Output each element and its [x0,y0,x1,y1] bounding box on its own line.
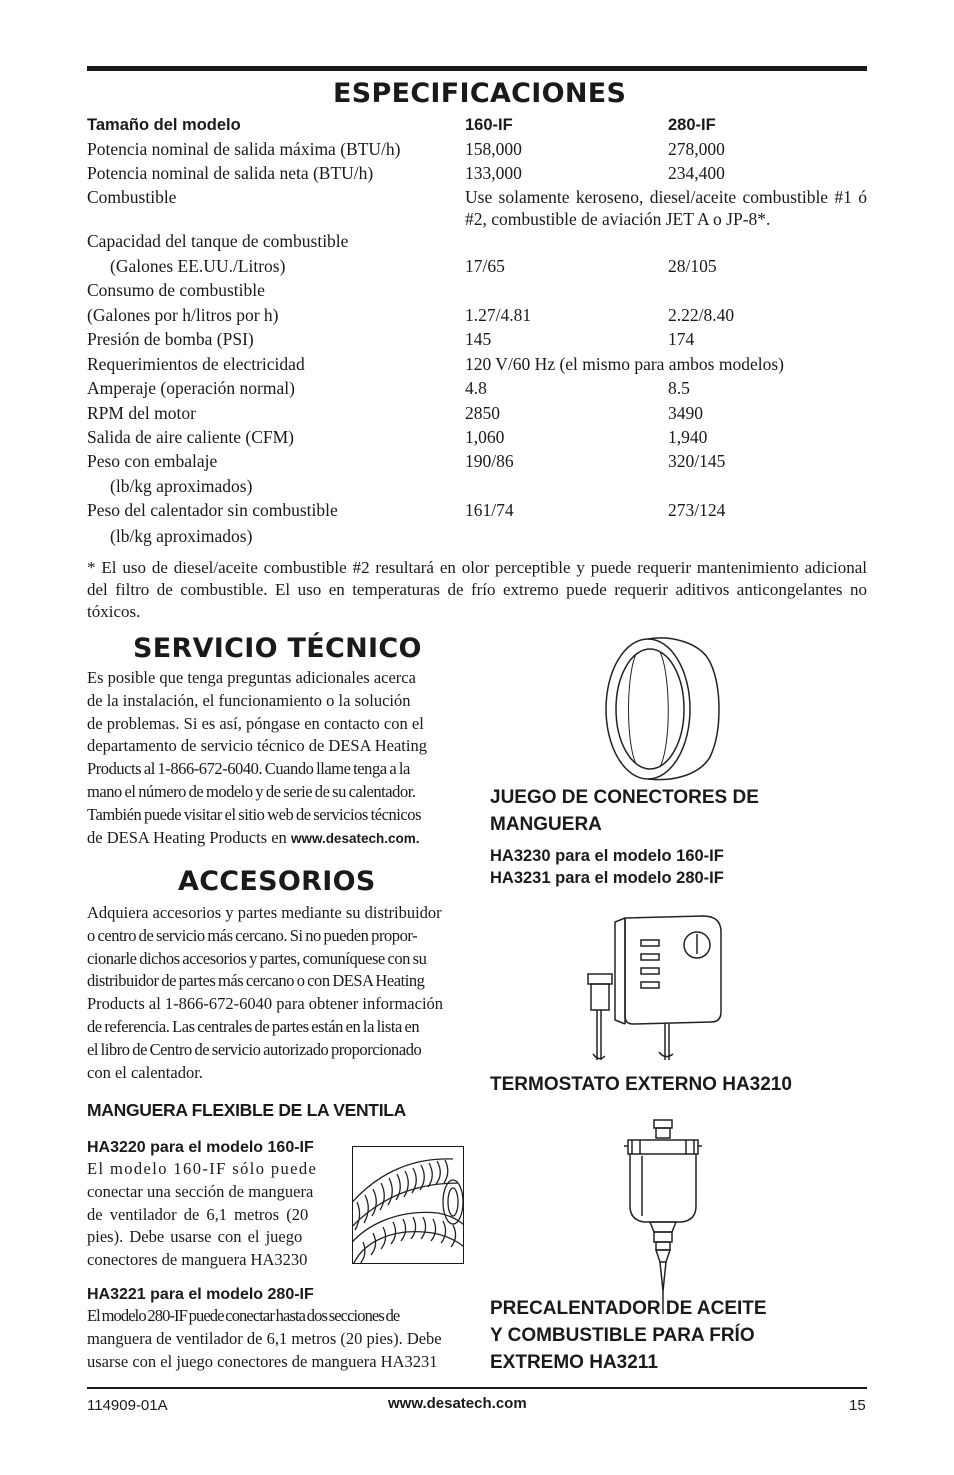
spec-label: Potencia nominal de salida neta (BTU/h) [87,163,374,183]
spec-label: Consumo de combustible [87,280,265,300]
service-title: SERVICIO TÉCNICO [133,633,422,664]
text-line: Products al 1-866-672-6040 para obtener información [87,994,444,1014]
text-line: de la instalación, el funcionamiento o la solución [87,690,411,710]
spec-row [87,353,867,377]
vent-hose-drawing [353,1147,464,1264]
spec-row [87,304,867,328]
connector-title-line-1: JUEGO DE CONECTORES DE [490,787,759,808]
text-line: conectar una sección de manguera [87,1181,314,1201]
thermostat-title: TERMOSTATO EXTERNO HA3210 [490,1074,792,1095]
accessories-title: ACCESORIOS [178,866,376,897]
connector-sub-280: HA3231 para el modelo 280-IF [490,869,724,887]
text-line: El modelo 280-IF puede conectar hasta dos secciones de [87,1306,400,1325]
text-line: Es posible que tenga preguntas adicionales acerca [87,668,416,687]
spec-value-280: 2.22/8.40 [668,305,735,325]
specs-header-row [87,114,867,138]
spec-value-160: 1,060 [465,427,505,447]
spec-row [87,402,867,426]
thermostat-drawing [585,912,727,1070]
spec-label: Peso con embalaje [87,451,218,471]
spec-value-280: 3490 [668,403,703,423]
spec-value-160: 17/65 [465,256,505,276]
spec-value-160: 1.27/4.81 [465,305,532,325]
spec-value-160: 2850 [465,403,500,423]
spec-row [87,255,867,279]
text-line: conectores de manguera HA3230 [87,1250,308,1270]
spec-value-280: 320/145 [668,451,726,471]
spec-value-280: 28/105 [668,256,717,276]
spec-label: Amperaje (operación normal) [87,378,295,398]
connector-sub-160: HA3230 para el modelo 160-IF [490,847,724,865]
text-line: el libro de Centro de servicio autorizado proporcionado [87,1039,422,1059]
header-model-280: 280-IF [668,116,716,134]
text-line: o centro de servicio más cercano. Si no pueden propor- [87,925,418,945]
text-line: mano el número de modelo y de serie de su calentador. [87,781,416,801]
text-line: usarse con el juego conectores de manguera HA3231 [87,1351,438,1371]
ha3220-paragraph [87,1158,347,1272]
text-line: Adquiera accesorios y partes mediante su distribuidor [87,903,442,922]
text-line: distribuidor de partes más cercano o con DESA Heating [87,971,425,991]
spec-row [87,475,867,499]
part-number: 114909-01A [87,1397,168,1414]
spec-row [87,230,867,254]
header-model-160: 160-IF [465,116,513,134]
spec-value-280: 278,000 [668,139,725,159]
footer-website[interactable]: www.desatech.com [388,1395,527,1412]
spec-label: (lb/kg aproximados) [110,526,253,546]
text-fragment: de DESA Heating Products en [87,827,287,847]
top-rule [87,66,867,71]
spec-label: Potencia nominal de salida máxima (BTU/h) [87,139,401,159]
preheater-image [620,1116,710,1316]
spec-row [87,138,867,162]
spec-row [87,525,867,549]
text-line: cionarle dichos accesorios y partes, comuníquese con su [87,948,427,968]
vent-hose-title: MANGUERA FLEXIBLE DE LA VENTILA [87,1100,406,1120]
spec-row [87,279,867,303]
spec-value-160: 158,000 [465,139,522,159]
spec-label: RPM del motor [87,403,196,423]
spec-row [87,499,867,523]
spec-value-280: 273/124 [668,500,726,520]
text-line: pies). Debe usarse con el juego [87,1227,303,1247]
page-number: 15 [849,1397,866,1414]
spec-row [87,450,867,474]
spec-label: (Galones EE.UU./Litros) [110,256,286,276]
spec-value-both: 120 V/60 Hz (el mismo para ambos modelos) [465,354,784,374]
text-line: manguera de ventilador de 6,1 metros (20 pies). Debe [87,1328,442,1348]
spec-value-280: 8.5 [668,378,690,398]
spec-label: Peso del calentador sin combustible [87,500,338,520]
spec-value-160: 161/74 [465,500,514,520]
specs-title: ESPECIFICACIONES [333,78,627,109]
spec-label: (lb/kg aproximados) [110,476,253,496]
spec-row [87,186,867,234]
ha3221-paragraph [87,1305,464,1373]
bottom-rule [87,1387,867,1389]
thermostat-image [585,912,727,1070]
text-line: El modelo 160-IF sólo puede [87,1159,318,1178]
spec-label: Capacidad del tanque de combustible [87,231,349,251]
spec-label: (Galones por h/litros por h) [87,305,279,325]
spec-value-160: 4.8 [465,378,487,398]
text-line: departamento de servicio técnico de DESA Heating [87,736,427,756]
spec-label: Combustible [87,187,177,207]
spec-row [87,426,867,450]
spec-row [87,162,867,186]
hose-connector-drawing [600,632,724,782]
text-line: con el calentador. [87,1062,203,1082]
spec-label: Salida de aire caliente (CFM) [87,427,295,447]
spec-row [87,328,867,352]
text-line: de referencia. Las centrales de partes están en la lista en [87,1016,420,1036]
text-line: de problemas. Si es así, póngase en contacto con el [87,713,424,733]
connector-title-line-2: MANGUERA [490,814,602,835]
text-line: Products al 1-866-672-6040. Cuando llame tenga a la [87,759,410,779]
spec-label: Requerimientos de electricidad [87,354,305,374]
spec-label: Presión de bomba (PSI) [87,329,254,349]
accessories-paragraph [87,902,464,1084]
text-line: de ventilador de 6,1 metros (20 [87,1204,309,1224]
service-paragraph [87,667,464,850]
header-model-size: Tamaño del modelo [87,116,241,134]
spec-value-160: 133,000 [465,163,522,183]
preheater-title-line-1: PRECALENTADOR DE ACEITE [490,1298,767,1319]
spec-row [87,377,867,401]
vent-hose-image [352,1146,464,1264]
service-website-link[interactable]: www.desatech.com. [290,830,420,846]
ha3221-title: HA3221 para el modelo 280-IF [87,1286,314,1303]
spec-value-280: 234,400 [668,163,725,183]
ha3220-title: HA3220 para el modelo 160-IF [87,1139,314,1156]
spec-value-160: 190/86 [465,451,514,471]
hose-connector-image [600,632,724,782]
spec-value-280: 1,940 [668,427,708,447]
preheater-drawing [620,1116,710,1316]
spec-value-fuel: Use solamente keroseno, diesel/aceite combustible #1 ó #2, combustible de aviación JET A o JP-8*. [465,187,867,229]
spec-value-280: 174 [668,329,695,349]
specs-footnote: * El uso de diesel/aceite combustible #2 resultará en olor perceptible y puede requerir mantenimiento adicional del filtro de combustible. El uso en temperaturas de frío extremo puede requerir aditivos anticongelantes no tóxicos. [87,558,867,621]
spec-value-160: 145 [465,329,492,349]
text-line: También puede visitar el sitio web de servicios técnicos [87,804,422,824]
text-line [87,827,464,851]
preheater-title-line-2: Y COMBUSTIBLE PARA FRÍO [490,1325,755,1346]
preheater-title-line-3: EXTREMO HA3211 [490,1352,658,1373]
